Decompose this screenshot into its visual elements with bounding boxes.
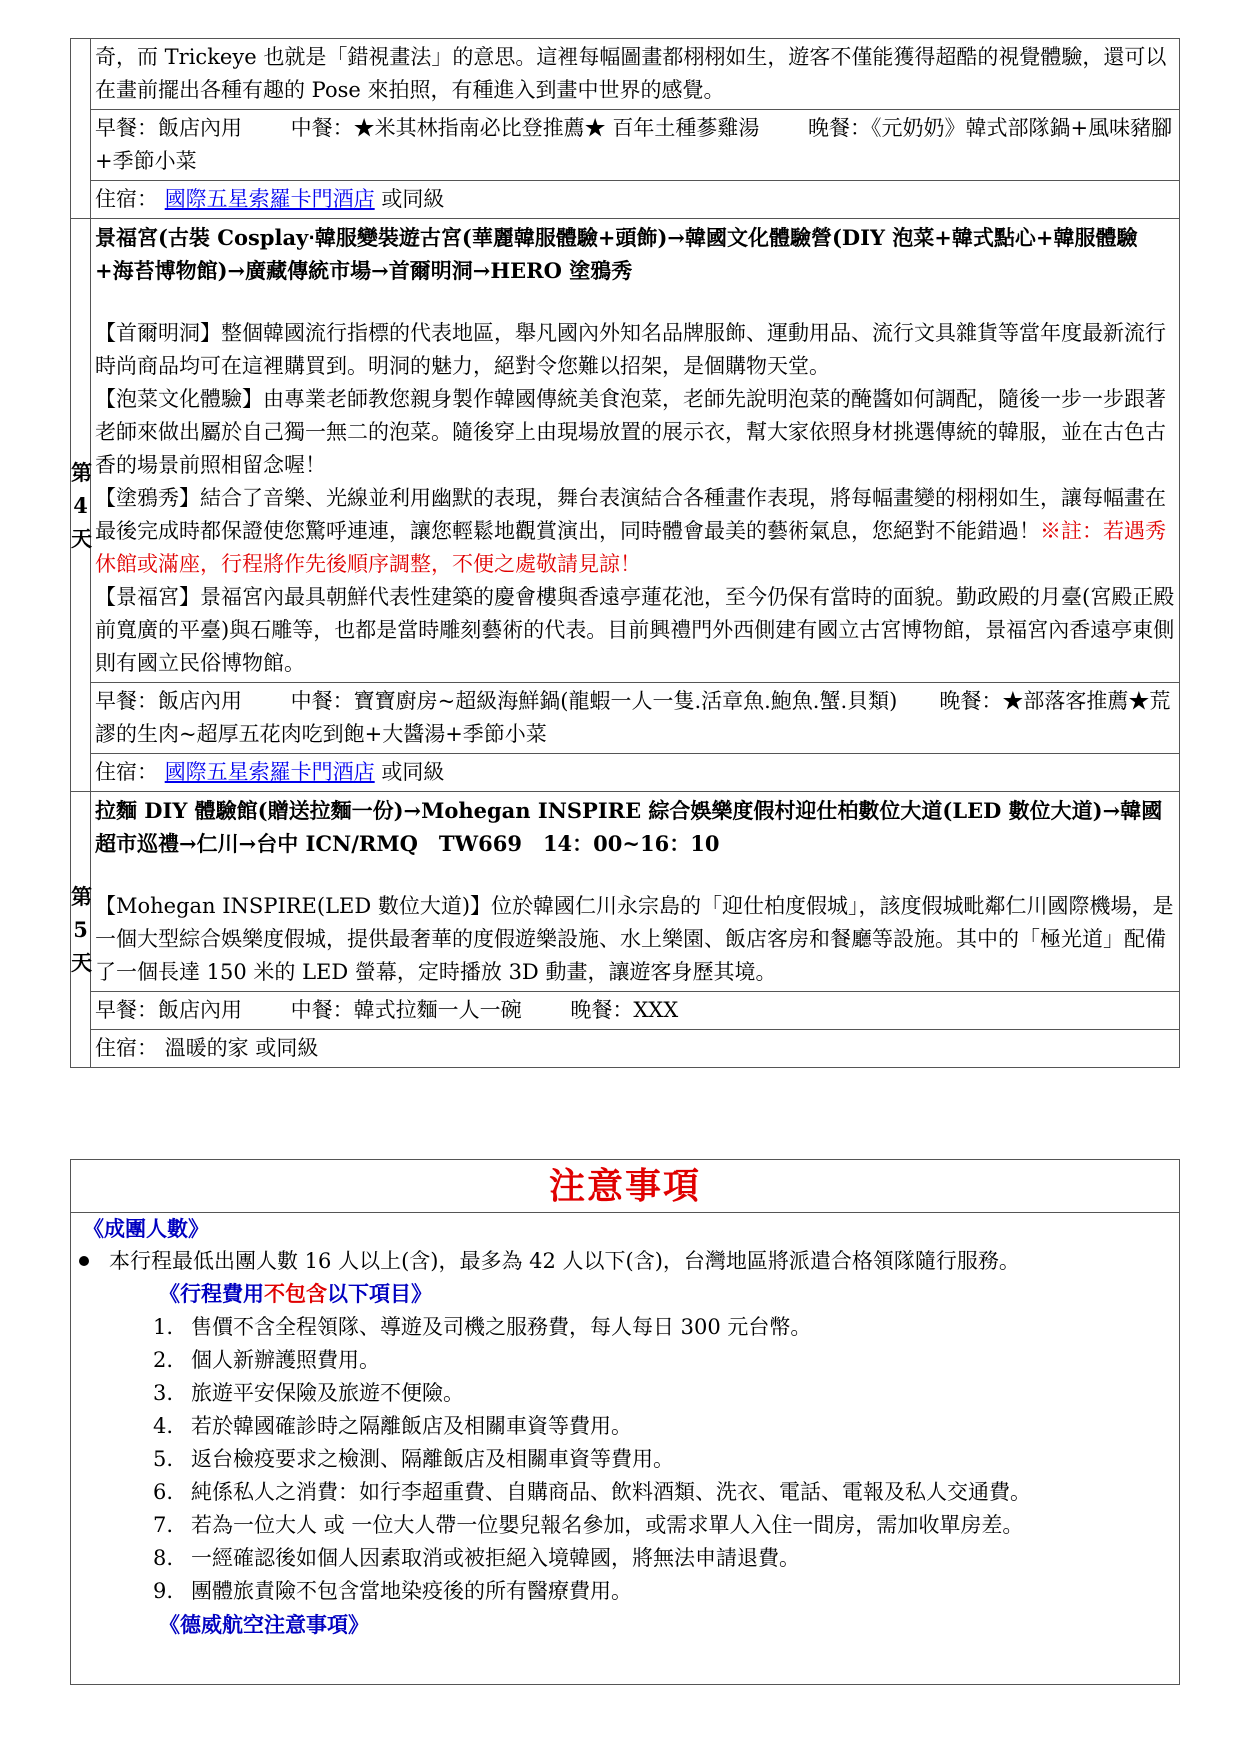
group-size-heading: 《成團人數》 (83, 1216, 209, 1241)
cost-item-number: 3. (153, 1381, 174, 1405)
cost-item-number: 2. (153, 1348, 174, 1372)
cost-item (153, 1443, 1179, 1476)
day4-main-row (71, 219, 1180, 683)
day4-day-cell (71, 219, 91, 792)
cost-item-text: 若為一位大人 或 一位大人帶一位嬰兒報名參加，或需求單人入住一間房，需加收單房差。 (191, 1513, 1024, 1537)
group-size-text: 本行程最低出團人數 16 人以上(含)，最多為 42 人以下(含)，台灣地區將派遣合格領隊隨行服務。 (109, 1249, 1020, 1273)
cost-item (153, 1311, 1179, 1344)
day3-description: 奇，而 Trickeye 也就是「錯視畫法」的意思。這裡每幅圖畫都栩栩如生，遊客不僅能獲得超酷的視覺體驗，還可以在畫前擺出各種有趣的 Pose 來拍照，有種進入到畫中世界的感覺。 (91, 39, 1180, 110)
day4-kimchi: 【泡菜文化體驗】由專業老師教您親身製作韓國傳統美食泡菜，老師先說明泡菜的醃醬如何調配，隨後一步一步跟著老師來做出屬於自己獨一無二的泡菜。隨後穿上由現場放置的展示衣，幫大家依照身材挑選傳統的韓服，並在古色古香的場景前照相留念喔！ (95, 387, 1166, 477)
day4-hotel-row (71, 754, 1180, 792)
day5-meals-row (71, 992, 1180, 1030)
day5-mohegan: 【Mohegan INSPIRE(LED 數位大道)】位於韓國仁川永宗島的「迎仕柏度假城」，該度假城毗鄰仁川國際機場，是一個大型綜合娛樂度假城，提供最奢華的度假遊樂設施、水上樂園、飯店客房和餐廳等設施。其中的「極光道」配備了一個長達 150 米的 LED 螢幕，定時播放 3D 動畫，讓遊客身歷其境。 (95, 894, 1174, 984)
cost-item (153, 1344, 1179, 1377)
cost-item-number: 7. (153, 1513, 174, 1537)
hotel-suffix: 或同級 (381, 760, 445, 784)
day4-char-3: 天 (71, 525, 92, 551)
day4-char-1: 第 (71, 459, 92, 485)
cost-item (153, 1542, 1179, 1575)
hotel-link[interactable]: 國際五星索羅卡門酒店 (164, 760, 375, 784)
day4-hero-note: ※註：若遇秀休館或滿座，行程將作先後順序調整，不便之處敬請見諒！ (95, 519, 1166, 576)
cost-exclusion-heading (71, 1277, 1179, 1311)
day4-title: 景福宮(古裝 Cosplay‧韓服變裝遊古宮(華麗韓服體驗+頭飾)→韓國文化體驗營(DIY 泡菜+韓式點心+韓服體驗+海苔博物館)→廣藏傳統市場→首爾明洞→HERO 塗鴉秀 (95, 225, 1138, 283)
cost-item (153, 1410, 1179, 1443)
day4-gyeongbokgung: 【景福宮】景福宮內最具朝鮮代表性建築的慶會樓與香遠亭蓮花池，至今仍保有當時的面貌。勤政殿的月臺(宮殿正殿前寬廣的平臺)與石雕等，也都是當時雕刻藝術的代表。目前興禮門外西側建有國立古宮博物館，景福宮內香遠亭東側則有國立民俗博物館。 (95, 585, 1175, 675)
day3-hotel-row (71, 181, 1180, 219)
day3-hotel (91, 181, 1180, 219)
day5-day-cell (71, 792, 91, 1068)
cost-item-number: 4. (153, 1414, 174, 1438)
day4-hero-show (95, 482, 1175, 581)
cost-item (153, 1509, 1179, 1542)
cost-item-number: 5. (153, 1447, 174, 1471)
cost-item-text: 若於韓國確診時之隔離飯店及相關車資等費用。 (191, 1414, 632, 1438)
cost-exclusion-list (71, 1311, 1179, 1608)
day4-char-2: 4 (73, 492, 88, 518)
day5-hotel-row (71, 1030, 1180, 1068)
cost-item-text: 個人新辦護照費用。 (191, 1348, 380, 1372)
cost-heading-c: 以下項目》 (327, 1281, 432, 1306)
airline-notice-heading: 《德威航空注意事項》 (159, 1612, 369, 1637)
cost-item (153, 1377, 1179, 1410)
day4-meals-row (71, 683, 1180, 754)
bullet-icon (79, 1256, 89, 1266)
notice-title: 注意事項 (71, 1160, 1179, 1213)
cost-item-number: 1. (153, 1315, 174, 1339)
day4-myeongdong: 【首爾明洞】整個韓國流行指標的代表地區，舉凡國內外知名品牌服飾、運動用品、流行文具雜貨等當年度最新流行時尚商品均可在這裡購買到。明洞的魅力，絕對令您難以招架，是個購物天堂。 (95, 321, 1166, 378)
cost-heading-a: 《行程費用 (159, 1281, 264, 1306)
day5-char-3: 天 (71, 950, 92, 975)
itinerary-page (70, 38, 1180, 1068)
spacer (95, 860, 1175, 890)
cost-item-text: 旅遊平安保險及旅遊不便險。 (191, 1381, 464, 1405)
cost-item-text: 純係私人之消費：如行李超重費、自購商品、飲料酒類、洗衣、電話、電報及私人交通費。 (191, 1480, 1031, 1504)
itinerary-table (70, 38, 1180, 1068)
day3-meals-row (71, 110, 1180, 181)
day5-char-2: 5 (73, 917, 88, 942)
cost-item (153, 1575, 1179, 1608)
cost-item-text: 一經確認後如個人因素取消或被拒絕入境韓國，將無法申請退費。 (191, 1546, 800, 1570)
cost-item (153, 1476, 1179, 1509)
hotel-label: 住宿： (95, 187, 158, 211)
day3-day-cell (71, 39, 91, 219)
cost-item-number: 6. (153, 1480, 174, 1504)
day3-meals: 早餐：飯店內用 中餐：★米其林指南必比登推薦★ 百年土種蔘雞湯 晚餐：《元奶奶》韓式部隊鍋+風味豬腳 +季節小菜 (91, 110, 1180, 181)
day5-char-1: 第 (71, 884, 92, 909)
day4-content (91, 219, 1180, 683)
day4-hero-text: 【塗鴉秀】結合了音樂、光線並利用幽默的表現，舞台表演結合各種畫作表現，將每幅畫變的栩栩如生，讓每幅畫在最後完成時都保證使您驚呼連連，讓您輕鬆地觀賞演出，同時體會最美的藝術氣息，您絕對不能錯過！ (95, 486, 1166, 543)
day4-meals: 早餐：飯店內用 中餐：寶寶廚房~超級海鮮鍋(龍蝦一人一隻.活章魚.鮑魚.蟹.貝類) 晚餐：★部落客推薦★荒謬的生肉~超厚五花肉吃到飽+大醬湯+季節小菜 (91, 683, 1180, 754)
cost-item-number: 8. (153, 1546, 174, 1570)
notice-section (70, 1159, 1180, 1685)
cost-item-number: 9. (153, 1579, 174, 1603)
cost-item-text: 售價不含全程領隊、導遊及司機之服務費，每人每日 300 元台幣。 (191, 1315, 812, 1339)
spacer (95, 287, 1175, 317)
cost-item-text: 團體旅責險不包含當地染疫後的所有醫療費用。 (191, 1579, 632, 1603)
day5-meals: 早餐：飯店內用 中餐：韓式拉麵一人一碗 晚餐：XXX (91, 992, 1180, 1030)
hotel-link[interactable]: 國際五星索羅卡門酒店 (164, 187, 375, 211)
cost-heading-b: 不包含 (264, 1281, 327, 1306)
day4-hotel (91, 754, 1180, 792)
group-size-item (71, 1245, 1179, 1277)
day3-desc-row (71, 39, 1180, 110)
cost-item-text: 返台檢疫要求之檢測、隔離飯店及相關車資等費用。 (191, 1447, 674, 1471)
day5-title: 拉麵 DIY 體驗館(贈送拉麵一份)→Mohegan INSPIRE 綜合娛樂度假村迎仕柏數位大道(LED 數位大道)→韓國超市巡禮→仁川→台中 ICN/RMQ TW669 14：00~16：10 (95, 798, 1163, 856)
hotel-label: 住宿： (95, 760, 158, 784)
day5-content (91, 792, 1180, 992)
hotel-suffix: 或同級 (381, 187, 445, 211)
day5-hotel: 住宿： 溫暖的家 或同級 (91, 1030, 1180, 1068)
day5-main-row (71, 792, 1180, 992)
